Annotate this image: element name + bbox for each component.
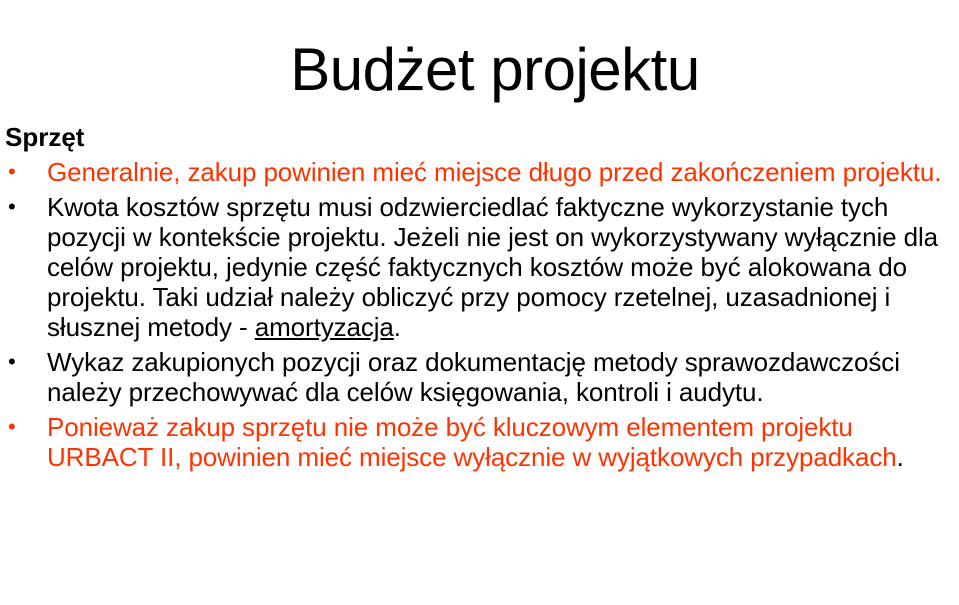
bullet-item [0,412,959,472]
bullet-marker: • [8,349,16,374]
bullet-text: Kwota kosztów sprzętu musi odzwierciedlać faktyczne wykorzystanie tych pozycji w kontekście projektu. Jeżeli nie jest on wykorzystywany wyłącznie dla celów projektu, jedynie część faktycznych kosztów może być alokowana do projektu. Taki udział należy obliczyć przy pomocy rzetelnej, uzasadnionej i słusznej metody - [47,192,939,342]
bullet-item [0,192,959,342]
section-heading: Sprzęt [5,122,85,152]
bullet-text-end: . [896,442,904,472]
bullet-text: Generalnie, zakup powinien mieć miejsce długo przed zakończeniem projektu. [47,157,942,187]
bullet-marker: • [8,414,16,439]
amortization-link-text: amortyzacja [254,312,394,342]
bullet-text: Wykaz zakupionych pozycji oraz dokumentację metody sprawozdawczości należy przechowywać dla celów księgowania, kontroli i audytu. [47,347,900,407]
bullet-item [0,347,959,407]
bullet-text-end: . [393,312,401,342]
bullet-marker: • [8,194,16,219]
bullet-item [0,157,959,187]
slide-title: Budżet projektu [290,36,700,104]
bullet-text: Ponieważ zakup sprzętu nie może być kluczowym elementem projektu URBACT II, powinien mieć miejsce wyłącznie w wyjątkowych przypadkach [47,412,897,472]
bullet-marker: • [8,159,16,184]
bullet-list [0,157,959,477]
